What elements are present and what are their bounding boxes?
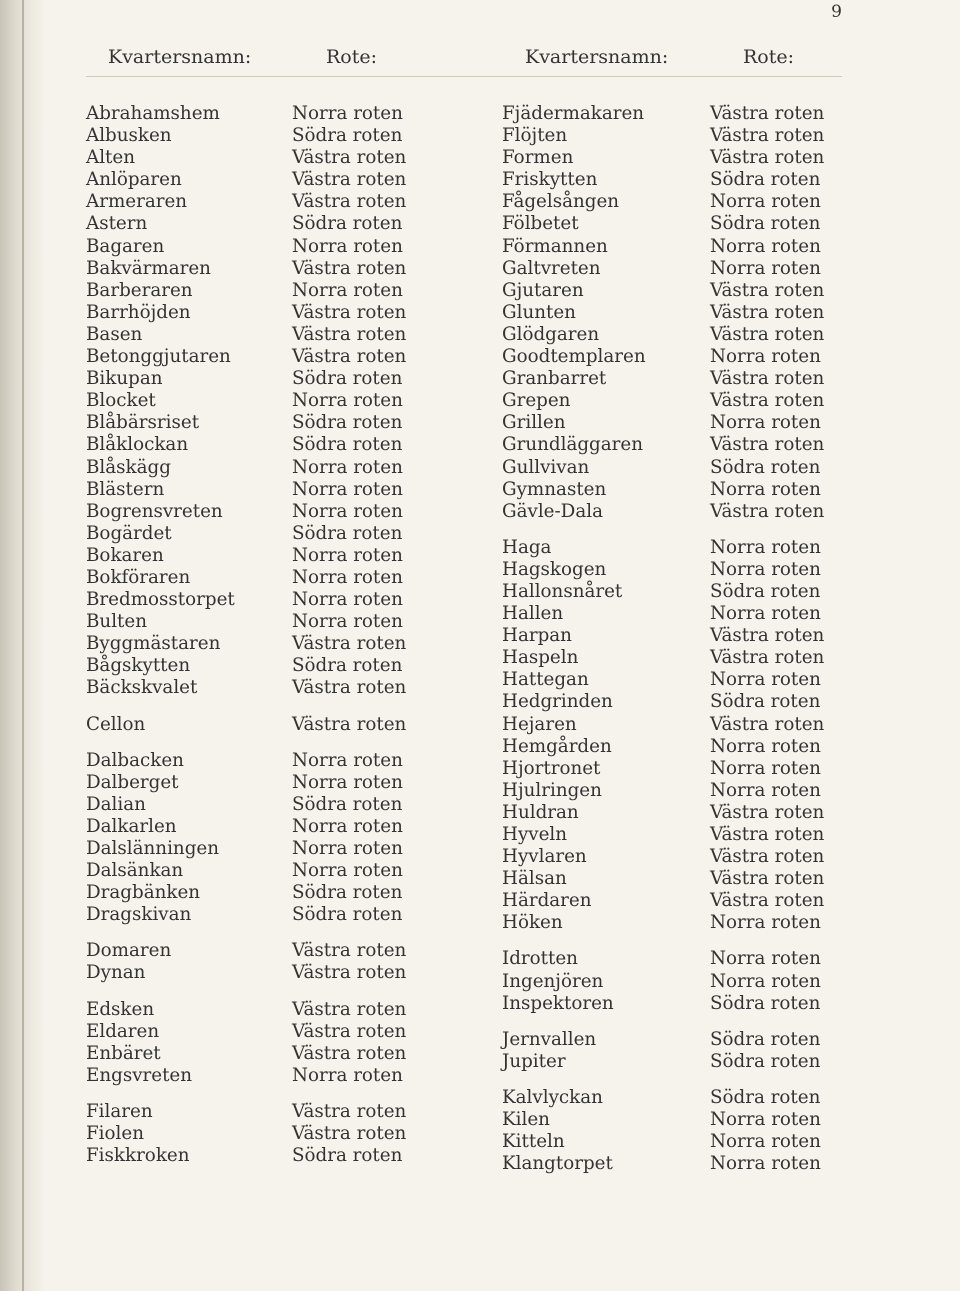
group-gap (710, 1015, 824, 1029)
group-gap (710, 1073, 824, 1087)
block-rote: Norra roten (710, 779, 821, 801)
left-rote-column (292, 103, 406, 1167)
header-rule (86, 76, 842, 77)
block-rote: Västra roten (710, 125, 825, 147)
block-name: Barberaren (86, 279, 193, 301)
group-gap (502, 523, 646, 537)
block-rote: Södra roten (292, 793, 403, 815)
block-name: Basen (86, 323, 143, 345)
block-name: Idrotten (502, 948, 578, 970)
block-name: Bredmosstorpet (86, 589, 235, 611)
block-name: Hemgården (502, 735, 612, 757)
block-rote: Västra roten (710, 279, 825, 301)
group-gap (292, 1087, 406, 1101)
block-rote: Norra roten (710, 912, 821, 934)
block-name: Bulten (86, 611, 147, 633)
block-name: Gullvivan (502, 456, 590, 478)
block-rote: Norra roten (292, 589, 403, 611)
block-name: Grundläggaren (502, 434, 643, 456)
block-rote: Norra roten (710, 1153, 821, 1175)
block-rote: Norra roten (710, 948, 821, 970)
block-name: Dalberget (86, 771, 179, 793)
block-name: Harpan (502, 625, 572, 647)
block-name: Cellon (86, 713, 146, 735)
block-name: Barrhöjden (86, 301, 191, 323)
block-rote: Norra roten (292, 478, 403, 500)
block-rote: Västra roten (710, 846, 825, 868)
group-gap (292, 736, 406, 750)
block-rote: Norra roten (292, 500, 403, 522)
block-rote: Södra roten (710, 1086, 821, 1108)
block-name: Fjädermakaren (502, 103, 645, 124)
group-gap (86, 700, 235, 714)
block-rote: Västra roten (292, 346, 407, 368)
block-name: Bagaren (86, 235, 165, 257)
block-name: Friskytten (502, 169, 598, 191)
block-rote: Västra roten (710, 103, 825, 124)
block-name: Bogärdet (86, 522, 172, 544)
block-rote: Norra roten (710, 757, 821, 779)
block-name: Gymnasten (502, 478, 607, 500)
block-name: Hagskogen (502, 558, 607, 580)
block-name: Fiskkroken (86, 1145, 190, 1167)
block-rote: Södra roten (710, 213, 821, 235)
header-right-name: Kvartersnamn: (525, 46, 669, 68)
block-rote: Norra roten (710, 257, 821, 279)
block-rote: Västra roten (292, 257, 407, 279)
block-name: Alten (86, 147, 135, 169)
group-gap (292, 985, 406, 999)
block-name: Bokföraren (86, 566, 191, 588)
block-name: Fölbetet (502, 213, 579, 235)
block-name: Formen (502, 147, 574, 169)
block-rote: Västra roten (710, 713, 825, 735)
block-rote: Södra roten (292, 882, 403, 904)
block-rote: Västra roten (292, 962, 407, 984)
block-name: Hyveln (502, 824, 568, 845)
block-rote: Västra roten (710, 625, 825, 647)
block-rote: Södra roten (710, 691, 821, 713)
block-rote: Norra roten (292, 235, 403, 257)
block-rote: Västra roten (292, 1042, 407, 1064)
right-rote-column (710, 103, 824, 1175)
block-name: Goodtemplaren (502, 346, 646, 368)
block-rote: Västra roten (292, 633, 407, 655)
group-gap (710, 934, 824, 948)
block-name: Grepen (502, 390, 571, 412)
block-rote: Västra roten (710, 368, 825, 390)
block-name: Dalbacken (86, 749, 184, 771)
block-rote: Norra roten (292, 390, 403, 412)
block-rote: Norra roten (710, 1131, 821, 1153)
block-rote: Västra roten (292, 940, 407, 962)
block-name: Hallonsnåret (502, 580, 623, 602)
block-name: Bikupan (86, 368, 163, 390)
block-rote: Norra roten (710, 669, 821, 691)
block-name: Glödgaren (502, 323, 600, 345)
block-name: Jupiter (502, 1050, 566, 1072)
block-rote: Norra roten (710, 412, 821, 434)
block-rote: Västra roten (710, 824, 825, 845)
block-name: Abrahamshem (86, 103, 220, 124)
block-name: Dalslänningen (86, 838, 219, 859)
group-gap (86, 926, 235, 940)
block-rote: Södra roten (710, 1050, 821, 1072)
block-rote: Södra roten (710, 992, 821, 1014)
block-rote: Norra roten (710, 558, 821, 580)
block-rote: Norra roten (292, 860, 403, 882)
block-rote: Södra roten (292, 522, 403, 544)
block-name: Haspeln (502, 647, 579, 669)
block-rote: Västra roten (292, 1123, 407, 1145)
block-name: Förmannen (502, 235, 608, 257)
block-rote: Västra roten (292, 677, 407, 699)
left-names-column (86, 103, 235, 1167)
block-rote: Västra roten (710, 801, 825, 823)
block-name: Hattegan (502, 669, 589, 691)
block-name: Hallen (502, 603, 564, 625)
binding-edge (22, 0, 24, 1291)
block-rote: Norra roten (710, 478, 821, 500)
block-name: Engsvreten (86, 1064, 193, 1086)
block-name: Blocket (86, 390, 156, 412)
block-name: Inspektoren (502, 992, 614, 1014)
block-name: Eldaren (86, 1020, 160, 1042)
block-rote: Norra roten (292, 749, 403, 771)
block-name: Dragskivan (86, 904, 192, 926)
group-gap (86, 736, 235, 750)
block-rote: Norra roten (710, 603, 821, 625)
group-gap (502, 1073, 646, 1087)
block-rote: Norra roten (292, 611, 403, 633)
block-name: Kalvlyckan (502, 1086, 603, 1108)
block-rote: Västra roten (292, 1100, 407, 1122)
block-rote: Norra roten (292, 103, 403, 124)
block-name: Gävle-Dala (502, 500, 603, 522)
group-gap (292, 926, 406, 940)
block-name: Hejaren (502, 713, 577, 735)
block-rote: Norra roten (292, 456, 403, 478)
block-name: Huldran (502, 801, 579, 823)
block-rote: Västra roten (710, 647, 825, 669)
block-rote: Södra roten (710, 456, 821, 478)
block-name: Filaren (86, 1100, 153, 1122)
block-name: Hedgrinden (502, 691, 613, 713)
block-rote: Norra roten (292, 566, 403, 588)
block-rote: Norra roten (710, 346, 821, 368)
block-name: Bokaren (86, 544, 164, 566)
block-rote: Södra roten (292, 213, 403, 235)
group-gap (502, 934, 646, 948)
group-gap (292, 700, 406, 714)
block-name: Armeraren (86, 191, 188, 213)
block-name: Haga (502, 536, 552, 558)
block-rote: Västra roten (710, 890, 825, 912)
block-name: Blåskägg (86, 456, 171, 478)
block-rote: Södra roten (292, 125, 403, 147)
block-name: Anlöparen (86, 169, 182, 191)
block-name: Galtvreten (502, 257, 601, 279)
block-rote: Västra roten (710, 500, 825, 522)
block-name: Kitteln (502, 1131, 565, 1153)
block-rote: Norra roten (292, 771, 403, 793)
block-rote: Södra roten (292, 655, 403, 677)
block-rote: Norra roten (710, 235, 821, 257)
block-name: Bakvärmaren (86, 257, 211, 279)
block-name: Gjutaren (502, 279, 584, 301)
header-left-name: Kvartersnamn: (108, 46, 252, 68)
block-name: Blästern (86, 478, 165, 500)
block-name: Blåbärsriset (86, 412, 200, 434)
block-name: Granbarret (502, 368, 607, 390)
block-name: Klangtorpet (502, 1153, 613, 1175)
block-name: Betonggjutaren (86, 346, 231, 368)
block-rote: Västra roten (292, 998, 407, 1020)
block-rote: Norra roten (292, 544, 403, 566)
block-rote: Västra roten (710, 147, 825, 169)
block-rote: Södra roten (710, 169, 821, 191)
block-rote: Västra roten (292, 147, 407, 169)
block-name: Ingenjören (502, 970, 604, 992)
block-name: Dalian (86, 793, 146, 815)
header-left-rote: Rote: (326, 46, 378, 68)
block-rote: Södra roten (292, 904, 403, 926)
block-name: Dragbänken (86, 882, 201, 904)
group-gap (710, 523, 824, 537)
block-name: Enbäret (86, 1042, 161, 1064)
block-name: Fiolen (86, 1123, 144, 1145)
block-rote: Västra roten (710, 301, 825, 323)
block-name: Bäckskvalet (86, 677, 198, 699)
block-name: Glunten (502, 301, 576, 323)
block-name: Bogrensvreten (86, 500, 223, 522)
block-rote: Västra roten (292, 713, 407, 735)
group-gap (86, 1087, 235, 1101)
block-rote: Norra roten (710, 1109, 821, 1131)
block-rote: Norra roten (292, 279, 403, 301)
block-name: Blåklockan (86, 434, 189, 456)
block-name: Edsken (86, 998, 155, 1020)
block-rote: Södra roten (710, 580, 821, 602)
block-rote: Södra roten (292, 412, 403, 434)
block-rote: Västra roten (710, 390, 825, 412)
block-rote: Västra roten (710, 868, 825, 890)
block-rote: Norra roten (710, 735, 821, 757)
block-rote: Norra roten (292, 815, 403, 837)
page-number: 9 (831, 2, 842, 22)
block-rote: Västra roten (710, 434, 825, 456)
block-name: Albusken (86, 125, 172, 147)
block-rote: Södra roten (292, 434, 403, 456)
block-name: Dynan (86, 962, 146, 984)
block-rote: Västra roten (710, 323, 825, 345)
block-rote: Norra roten (292, 1064, 403, 1086)
block-rote: Västra roten (292, 169, 407, 191)
block-name: Fågelsången (502, 191, 620, 213)
block-name: Domaren (86, 940, 172, 962)
right-names-column (502, 103, 646, 1175)
block-rote: Norra roten (710, 970, 821, 992)
block-name: Grillen (502, 412, 566, 434)
block-rote: Norra roten (292, 838, 403, 859)
block-name: Flöjten (502, 125, 568, 147)
header-right-rote: Rote: (743, 46, 795, 68)
block-rote: Södra roten (292, 368, 403, 390)
block-name: Hyvlaren (502, 846, 587, 868)
block-name: Bågskytten (86, 655, 191, 677)
block-name: Kilen (502, 1109, 550, 1131)
block-name: Hjortronet (502, 757, 601, 779)
block-rote: Västra roten (292, 301, 407, 323)
block-rote: Södra roten (710, 1028, 821, 1050)
block-rote: Västra roten (292, 1020, 407, 1042)
block-name: Dalkarlen (86, 815, 177, 837)
block-name: Astern (86, 213, 148, 235)
block-name: Byggmästaren (86, 633, 221, 655)
block-name: Hjulringen (502, 779, 602, 801)
block-name: Hälsan (502, 868, 567, 890)
block-rote: Västra roten (292, 191, 407, 213)
block-name: Höken (502, 912, 563, 934)
group-gap (502, 1015, 646, 1029)
block-name: Dalsänkan (86, 860, 184, 882)
block-name: Härdaren (502, 890, 592, 912)
block-name: Jernvallen (502, 1028, 597, 1050)
group-gap (86, 985, 235, 999)
block-rote: Södra roten (292, 1145, 403, 1167)
block-rote: Norra roten (710, 536, 821, 558)
block-rote: Västra roten (292, 323, 407, 345)
block-rote: Norra roten (710, 191, 821, 213)
